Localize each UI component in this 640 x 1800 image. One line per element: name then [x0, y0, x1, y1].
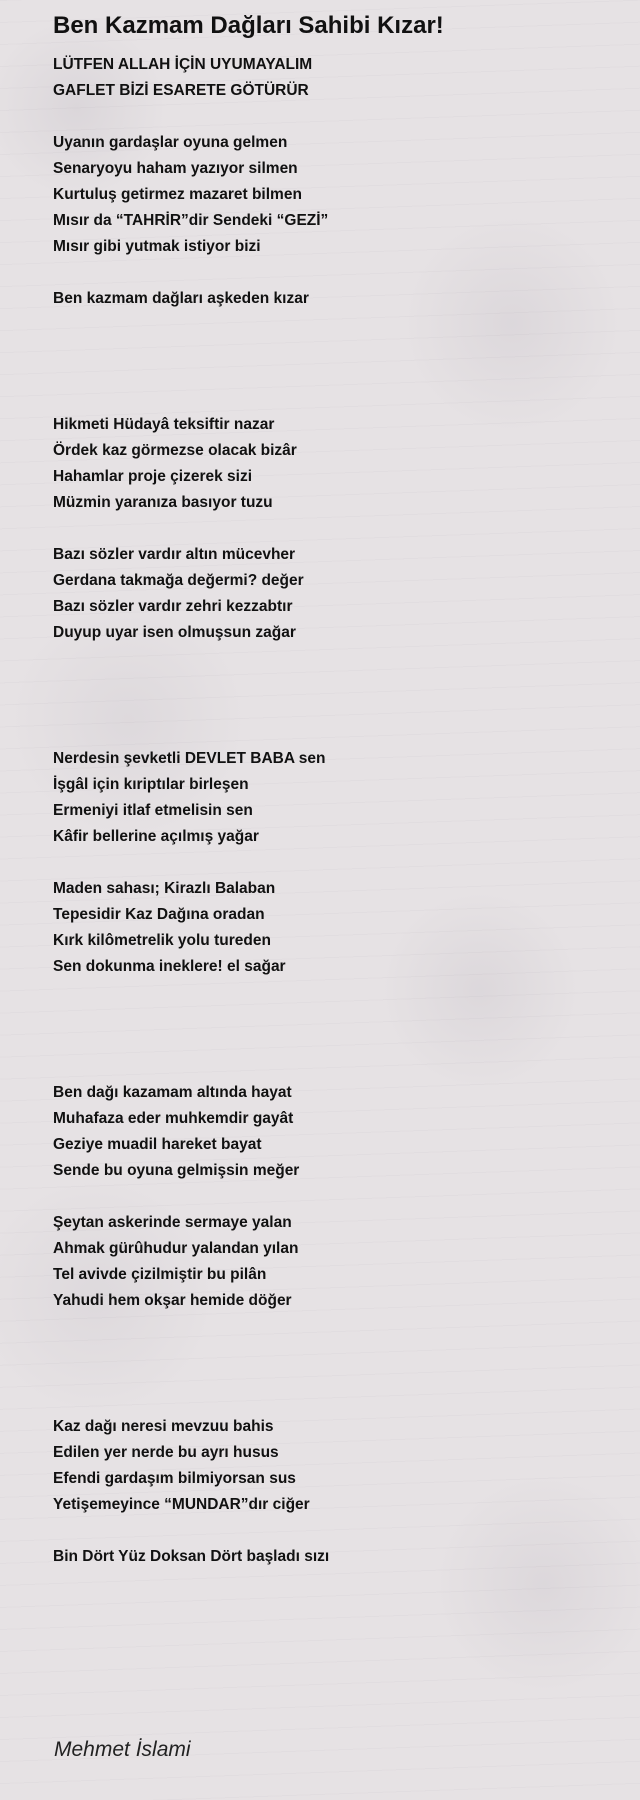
poem-author: Mehmet İslami — [54, 1738, 191, 1761]
poem-line: Kaz dağı neresi mevzuu bahis — [53, 1418, 274, 1435]
poem-line: Kırk kilômetrelik yolu tureden — [53, 932, 271, 949]
poem-line: Mısır da “TAHRİR”dir Sendeki “GEZİ” — [53, 212, 329, 229]
poem-line: Sen dokunma ineklere! el sağar — [53, 958, 286, 975]
poem-line: GAFLET BİZİ ESARETE GÖTÜRÜR — [53, 82, 309, 99]
poem-line: Bazı sözler vardır altın mücevher — [53, 546, 296, 563]
poem-line: Maden sahası; Kirazlı Balaban — [53, 880, 276, 897]
stanza-3 — [53, 542, 613, 646]
poem-line: Tepesidir Kaz Dağına oradan — [53, 906, 265, 923]
poem-line: Muhafaza eder muhkemdir gayât — [53, 1110, 294, 1127]
stanza-1 — [53, 130, 613, 260]
poem-line: Sende bu oyuna gelmişsin meğer — [53, 1162, 300, 1179]
poem-line: Ermeniyi itlaf etmelisin sen — [53, 802, 253, 819]
stanza-6 — [53, 1080, 613, 1184]
poem-line: Senaryoyu haham yazıyor silmen — [53, 160, 298, 177]
poem-line: Ördek kaz görmezse olacak bizâr — [53, 442, 297, 459]
poem-line: Edilen yer nerde bu ayrı husus — [53, 1444, 279, 1461]
stanza-7 — [53, 1210, 613, 1314]
poem-line: Şeytan askerinde sermaye yalan — [53, 1214, 292, 1231]
poem-final-line: Bin Dört Yüz Doksan Dört başladı sızı — [53, 1548, 330, 1565]
poem-line: Mısır gibi yutmak istiyor bizi — [53, 238, 261, 255]
poem-line: Yetişemeyince “MUNDAR”dır ciğer — [53, 1496, 310, 1513]
poem-line: Hahamlar proje çizerek sizi — [53, 468, 253, 485]
stanza-8 — [53, 1414, 613, 1518]
stanza-5 — [53, 876, 613, 980]
poem-line: Gerdana takmağa değermi? değer — [53, 572, 304, 589]
poem-line: LÜTFEN ALLAH İÇİN UYUMAYALIM — [53, 56, 313, 73]
poem-line: Hikmeti Hüdayâ teksiftir nazar — [53, 416, 275, 433]
poem-line: Efendi gardaşım bilmiyorsan sus — [53, 1470, 296, 1487]
poem-line: Tel avivde çizilmiştir bu pilân — [53, 1266, 267, 1283]
poem-line: Yahudi hem okşar hemide döğer — [53, 1292, 292, 1309]
poem-line: Nerdesin şevketli DEVLET BABA sen — [53, 750, 326, 767]
poem-line: Ahmak gürûhudur yalandan yılan — [53, 1240, 299, 1257]
poem-refrain-line: Ben kazmam dağları aşkeden kızar — [53, 290, 309, 307]
poem-line: Uyanın gardaşlar oyuna gelmen — [53, 134, 288, 151]
stanza-2 — [53, 412, 613, 516]
stanza-intro — [53, 52, 613, 104]
poem-line: Duyup uyar isen olmuşsun zağar — [53, 624, 296, 641]
stanza-4 — [53, 746, 613, 850]
poem-line: Bazı sözler vardır zehri kezzabtır — [53, 598, 293, 615]
poem-line: Müzmin yaranıza basıyor tuzu — [53, 494, 273, 511]
poem-line: Geziye muadil hareket bayat — [53, 1136, 262, 1153]
poem-line: İşgâl için kıriptılar birleşen — [53, 776, 249, 793]
poem-line: Kâfir bellerine açılmış yağar — [53, 828, 259, 845]
poem-line: Ben dağı kazamam altında hayat — [53, 1084, 292, 1101]
poem-title: Ben Kazmam Dağları Sahibi Kızar! — [53, 12, 444, 39]
poem-line: Kurtuluş getirmez mazaret bilmen — [53, 186, 302, 203]
poem-body — [53, 52, 613, 1570]
